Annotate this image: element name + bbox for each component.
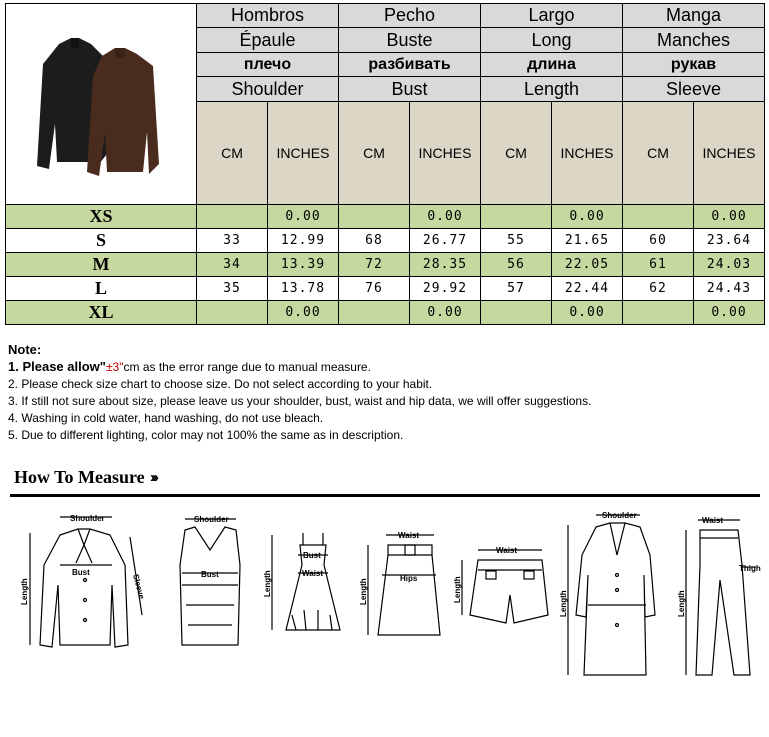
label-bust: Bust xyxy=(72,568,90,577)
note-line: 2. Please check size chart to choose size. Do not select according to your habit. xyxy=(8,377,433,391)
size-value: 22.05 xyxy=(552,253,623,277)
size-value xyxy=(481,205,552,229)
header-es-bust: Pecho xyxy=(339,4,481,28)
size-chart-table xyxy=(5,3,765,325)
size-value: 0.00 xyxy=(552,205,623,229)
note-line: 5. Due to different lighting, color may not 100% the same as in description. xyxy=(8,428,404,442)
size-value: 0.00 xyxy=(410,301,481,325)
header-fr-length: Long xyxy=(481,28,623,52)
note-line: 3. If still not sure about size, please leave us your shoulder, bust, waist and hip data, we will offer suggestions. xyxy=(8,394,592,408)
skirt-diagram xyxy=(368,535,440,635)
label-waist: Waist xyxy=(398,531,420,540)
note-1-rest: cm as the error range due to manual measure. xyxy=(123,360,371,374)
header-fr-sleeve: Manches xyxy=(623,28,765,52)
size-value: 0.00 xyxy=(552,301,623,325)
header-en-bust: Bust xyxy=(339,77,481,101)
notes-title: Note: xyxy=(8,342,42,357)
size-value: 13.39 xyxy=(268,253,339,277)
size-value: 22.44 xyxy=(552,277,623,301)
size-value: 33 xyxy=(197,229,268,253)
unit-cm: CM xyxy=(197,101,268,204)
size-value: 12.99 xyxy=(268,229,339,253)
label-bust: Bust xyxy=(201,570,219,579)
measure-diagrams xyxy=(0,505,769,705)
label-length: Length xyxy=(263,570,272,597)
size-value: 62 xyxy=(623,277,694,301)
size-value: 29.92 xyxy=(410,277,481,301)
label-shoulder: Shoulder xyxy=(602,511,637,520)
size-value: 23.64 xyxy=(694,229,765,253)
size-value: 24.03 xyxy=(694,253,765,277)
size-value xyxy=(339,205,410,229)
header-ru-bust: разбивать xyxy=(339,52,481,76)
notes-section xyxy=(8,341,763,444)
chevrons-icon: ››› xyxy=(150,469,156,486)
label-waist: Waist xyxy=(302,569,324,578)
size-label: XS xyxy=(6,205,197,229)
note-line-1 xyxy=(8,358,763,376)
size-value: 56 xyxy=(481,253,552,277)
header-fr-bust: Buste xyxy=(339,28,481,52)
size-value xyxy=(339,301,410,325)
header-es-shoulder: Hombros xyxy=(197,4,339,28)
size-value: 55 xyxy=(481,229,552,253)
label-waist: Waist xyxy=(702,516,724,525)
note-1-range: ±3" xyxy=(105,360,124,374)
vest-diagram xyxy=(180,519,240,645)
size-value xyxy=(623,205,694,229)
size-value: 0.00 xyxy=(694,301,765,325)
header-en-sleeve: Sleeve xyxy=(623,77,765,101)
size-value: 0.00 xyxy=(268,205,339,229)
size-row-l xyxy=(6,277,765,301)
label-hips: Hips xyxy=(400,574,418,583)
size-value: 21.65 xyxy=(552,229,623,253)
unit-inches: INCHES xyxy=(552,101,623,204)
size-label: XL xyxy=(6,301,197,325)
size-value: 0.00 xyxy=(694,205,765,229)
size-value: 61 xyxy=(623,253,694,277)
size-value xyxy=(197,205,268,229)
header-ru-length: длина xyxy=(481,52,623,76)
size-row-m xyxy=(6,253,765,277)
unit-inches: INCHES xyxy=(268,101,339,204)
label-sleeve: Sleeve xyxy=(131,573,147,601)
shorts-diagram xyxy=(462,550,548,623)
unit-cm: CM xyxy=(339,101,410,204)
unit-inches: INCHES xyxy=(694,101,765,204)
brown-top-image xyxy=(87,48,159,176)
header-fr-shoulder: Épaule xyxy=(197,28,339,52)
size-value: 72 xyxy=(339,253,410,277)
label-length: Length xyxy=(453,576,462,603)
label-length: Length xyxy=(20,578,29,605)
unit-cm: CM xyxy=(623,101,694,204)
header-ru-shoulder: плечо xyxy=(197,52,339,76)
header-es-length: Largo xyxy=(481,4,623,28)
label-shoulder: Shoulder xyxy=(70,514,105,523)
size-label: L xyxy=(6,277,197,301)
blouse-diagram xyxy=(30,517,142,647)
size-value xyxy=(623,301,694,325)
size-value: 57 xyxy=(481,277,552,301)
pants-diagram xyxy=(686,520,756,675)
product-photo xyxy=(6,4,197,205)
size-value: 68 xyxy=(339,229,410,253)
size-value: 24.43 xyxy=(694,277,765,301)
label-length: Length xyxy=(677,590,686,617)
size-label: M xyxy=(6,253,197,277)
size-value: 76 xyxy=(339,277,410,301)
divider xyxy=(10,494,760,497)
label-bust: Bust xyxy=(303,551,321,560)
label-waist: Waist xyxy=(496,546,518,555)
note-line: 4. Washing in cold water, hand washing, do not use bleach. xyxy=(8,411,324,425)
size-value: 34 xyxy=(197,253,268,277)
trench-coat-diagram xyxy=(568,515,655,675)
header-en-shoulder: Shoulder xyxy=(197,77,339,101)
dress-diagram xyxy=(272,533,340,630)
size-value xyxy=(481,301,552,325)
note-1-lead: 1. Please allow" xyxy=(8,359,106,374)
size-value xyxy=(197,301,268,325)
label-shoulder: Shoulder xyxy=(194,515,229,524)
header-ru-sleeve: рукав xyxy=(623,52,765,76)
header-es-sleeve: Manga xyxy=(623,4,765,28)
label-length: Length xyxy=(359,578,368,605)
size-value: 0.00 xyxy=(268,301,339,325)
size-value: 26.77 xyxy=(410,229,481,253)
size-value: 13.78 xyxy=(268,277,339,301)
header-en-length: Length xyxy=(481,77,623,101)
label-length: Length xyxy=(559,590,568,617)
unit-cm: CM xyxy=(481,101,552,204)
size-value: 0.00 xyxy=(410,205,481,229)
size-row-xs xyxy=(6,205,765,229)
header-row-spanish xyxy=(6,4,765,28)
label-thigh: Thigh xyxy=(739,564,761,573)
size-row-xl xyxy=(6,301,765,325)
size-value: 60 xyxy=(623,229,694,253)
how-to-measure-title: How To Measure xyxy=(14,467,145,487)
unit-inches: INCHES xyxy=(410,101,481,204)
size-label: S xyxy=(6,229,197,253)
size-value: 28.35 xyxy=(410,253,481,277)
size-row-s xyxy=(6,229,765,253)
size-value: 35 xyxy=(197,277,268,301)
